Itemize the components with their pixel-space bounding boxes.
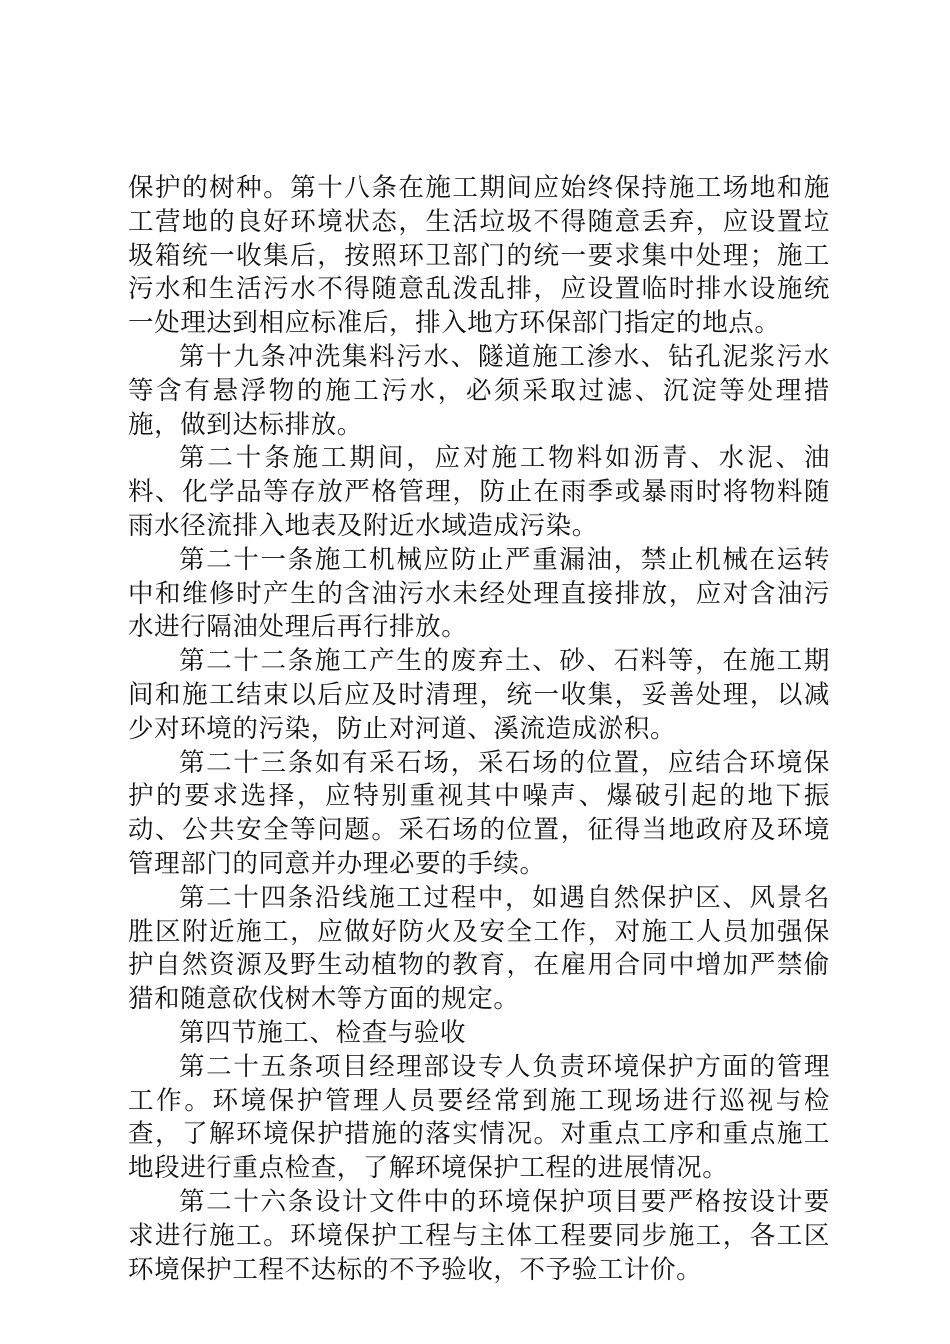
paragraph-article-25: 第二十五条项目经理部设专人负责环境保护方面的管理工作。环境保护管理人员要经常到施工现场进行巡视与检查，了解环境保护措施的落实情况。对重点工序和重点施工地段进行重点检查，了解环境保护工程的进展情况。 [128, 1051, 830, 1184]
paragraph-article-26: 第二十六条设计文件中的环境保护项目要严格按设计要求进行施工。环境保护工程与主体工程要同步施工，各工区环境保护工程不达标的不予验收，不予验工计价。 [128, 1186, 830, 1285]
paragraph-article-21: 第二十一条施工机械应防止严重漏油，禁止机械在运转中和维修时产生的含油污水未经处理直接排放，应对含油污水进行隔油处理后再行排放。 [128, 544, 830, 643]
paragraph-article-23: 第二十三条如有采石场，采石场的位置，应结合环境保护的要求选择，应特别重视其中噪声、爆破引起的地下振动、公共安全等问题。采石场的位置，征得当地政府及环境管理部门的同意并办理必要的手续。 [128, 747, 830, 879]
section-heading-4: 第四节施工、检查与验收 [179, 1017, 467, 1048]
paragraph-article-24: 第二十四条沿线施工过程中，如遇自然保护区、风景名胜区附近施工，应做好防火及安全工作，对施工人员加强保护自然资源及野生动植物的教育，在雇用合同中增加严禁偷猎和随意砍伐树木等方面的规定。 [128, 882, 830, 1015]
paragraph-article-20: 第二十条施工期间，应对施工物料如沥青、水泥、油料、化学品等存放严格管理，防止在雨季或暴雨时将物料随雨水径流排入地表及附近水域造成污染。 [128, 443, 830, 541]
paragraph-article-19: 第十九条冲洗集料污水、隧道施工渗水、钻孔泥浆污水等含有悬浮物的施工污水，必须采取过滤、沉淀等处理措施，做到达标排放。 [128, 341, 830, 440]
paragraph-article-22: 第二十二条施工产生的废弃土、砂、石料等，在施工期间和施工结束以后应及时清理，统一收集，妥善处理，以减少对环境的污染，防止对河道、溪流造成淤积。 [128, 646, 830, 744]
document-body [128, 172, 830, 1287]
paragraph-article-18: 保护的树种。第十八条在施工期间应始终保持施工场地和施工营地的良好环境状态，生活垃圾不得随意丢弃，应设置垃圾箱统一收集后，按照环卫部门的统一要求集中处理；施工污水和生活污水不得随意乱泼乱排，应设置临时排水设施统一处理达到相应标准后，排入地方环保部门指定的地点。 [128, 173, 830, 339]
